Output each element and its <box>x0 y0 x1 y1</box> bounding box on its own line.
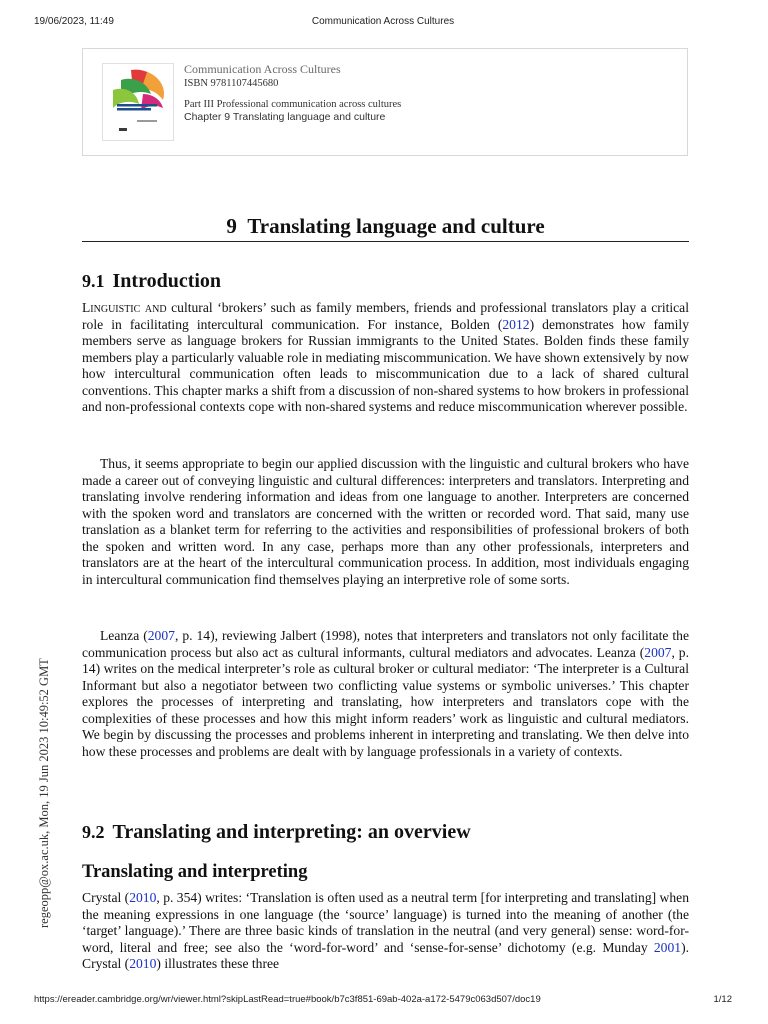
book-part: Part III Professional communication across cultures <box>184 99 402 110</box>
book-isbn: ISBN 9781107445680 <box>184 78 279 89</box>
paragraph-text: cultural ‘brokers’ such as family members, friends and professional translators play a critical role in facilitating intercultural communication. For instance, Bolden ( <box>82 300 689 332</box>
chapter-number: 9 <box>226 214 237 238</box>
paragraph-text: , p. 14), reviewing Jalbert (1998), notes that interpreters and translators not only facilitate the communication process but also act as cultural informants, cultural mediators and advocates. Leanza ( <box>82 628 689 660</box>
smallcaps-lead: Linguistic and <box>82 300 167 315</box>
book-info-card <box>82 48 688 156</box>
paragraph-text: , p. 14) writes on the medical interpreter’s role as cultural broker or cultural mediator: ‘The interpreter is a Cultural Informant but also a negotiator between two conflicting value systems or symbolic universes.’ This chapter explores the processes of interpreting and translating, how interpreters and translators cope with the complexities of these processes and how this might inform readers’ work as linguistic and cultural mediators. We begin by discussing the processes and problems inherent in interpreting and translating. We then delve into how these processes and problems are dealt with by language professionals in a variety of contexts. <box>82 644 689 759</box>
section-heading-overview <box>82 820 471 844</box>
section-heading-introduction <box>82 269 221 293</box>
chapter-title: Translating language and culture <box>247 214 545 238</box>
citation-link-crystal-2010[interactable]: 2010 <box>129 890 157 905</box>
section-number: 9.2 <box>82 822 105 842</box>
book-cover-art <box>103 64 173 140</box>
book-cover-image[interactable] <box>102 63 174 141</box>
paragraph-text: Leanza ( <box>100 628 148 643</box>
paragraph-intro-3 <box>82 628 689 760</box>
section-title: Translating and interpreting: an overview <box>112 821 471 843</box>
citation-link-bolden-2012[interactable]: 2012 <box>502 316 530 332</box>
chapter-heading <box>82 214 689 242</box>
access-watermark: regeopp@ox.ac.uk, Mon, 19 Jun 2023 10:49:52 GMT <box>37 658 51 928</box>
citation-link-leanza-2007[interactable]: 2007 <box>147 628 175 643</box>
print-page-title: Communication Across Cultures <box>311 16 455 27</box>
paragraph-overview-1 <box>82 890 689 973</box>
book-title[interactable]: Communication Across Cultures <box>184 62 341 76</box>
print-datetime: 19/06/2023, 11:49 <box>34 16 114 27</box>
page-indicator: 1/12 <box>713 994 732 1005</box>
book-meta <box>184 62 401 123</box>
paragraph-text: Crystal ( <box>82 890 130 905</box>
print-url: https://ereader.cambridge.org/wr/viewer.html?skipLastRead=true#book/b7c3f851-69ab-402a-a172-5479c063d507/doc19 <box>34 994 541 1005</box>
section-title: Introduction <box>112 270 222 292</box>
paragraph-text: Thus, it seems appropriate to begin our applied discussion with the linguistic and cultural brokers who have made a career out of conveying linguistic and cultural differences: interpreters and translators. Interpreting and translating involve rendering information and ideas from one language to another. Interpreters are concerned with the spoken word and translators are concerned with the written or recorded word. That said, many use translation as a blanket term for referring to the activities and responsibilities of professional brokers of both the spoken and written word. In any case, perhaps more than any other professionals, interpreters and translators are at the heart of the intercultural communication process. In addition, most individuals engaging in intercultural communication find themselves playing an interpretive role of some sorts. <box>82 456 689 587</box>
citation-link-leanza-2007-second[interactable]: 2007 <box>644 644 672 660</box>
paragraph-intro-2 <box>82 456 689 588</box>
citation-link-crystal-2010-second[interactable]: 2010 <box>129 956 157 971</box>
section-number: 9.1 <box>82 271 105 291</box>
subheading-translating-interpreting: Translating and interpreting <box>82 862 308 882</box>
paragraph-text: ) demonstrates how family members serve as language brokers for Russian immigrants to the United States. Bolden finds these family members play a particularly valuable role in mediating miscommunication. We have shown extensively by now how intercultural communication often leads to miscommunication due to a lack of shared cultural conventions. This chapter marks a shift from a discussion of non-shared systems to how brokers in professional and non-professional contexts cope with non-shared systems and reduce miscommunication wherever possible. <box>82 316 689 414</box>
book-chapter: Chapter 9 Translating language and culture <box>184 111 386 123</box>
paragraph-text: , p. 354) writes: ‘Translation is often used as a neutral term [for interpreting and translating] when the meaning expressions in one language (the ‘source’ language) is turned into the meaning of another (the ‘target’ language).’ There are three basic kinds of translation in the neutral (and very general) sense: word-for-word, literal and free; see also the ‘word-for-word’ and ‘sense-for-sense’ dichotomy (e.g. Munday <box>82 890 689 955</box>
paragraph-text: ) illustrates these three <box>156 956 280 971</box>
paragraph-text: ). Crystal ( <box>82 939 689 971</box>
citation-link-munday-2001[interactable]: 2001 <box>653 939 682 955</box>
paragraph-intro-1 <box>82 300 689 416</box>
